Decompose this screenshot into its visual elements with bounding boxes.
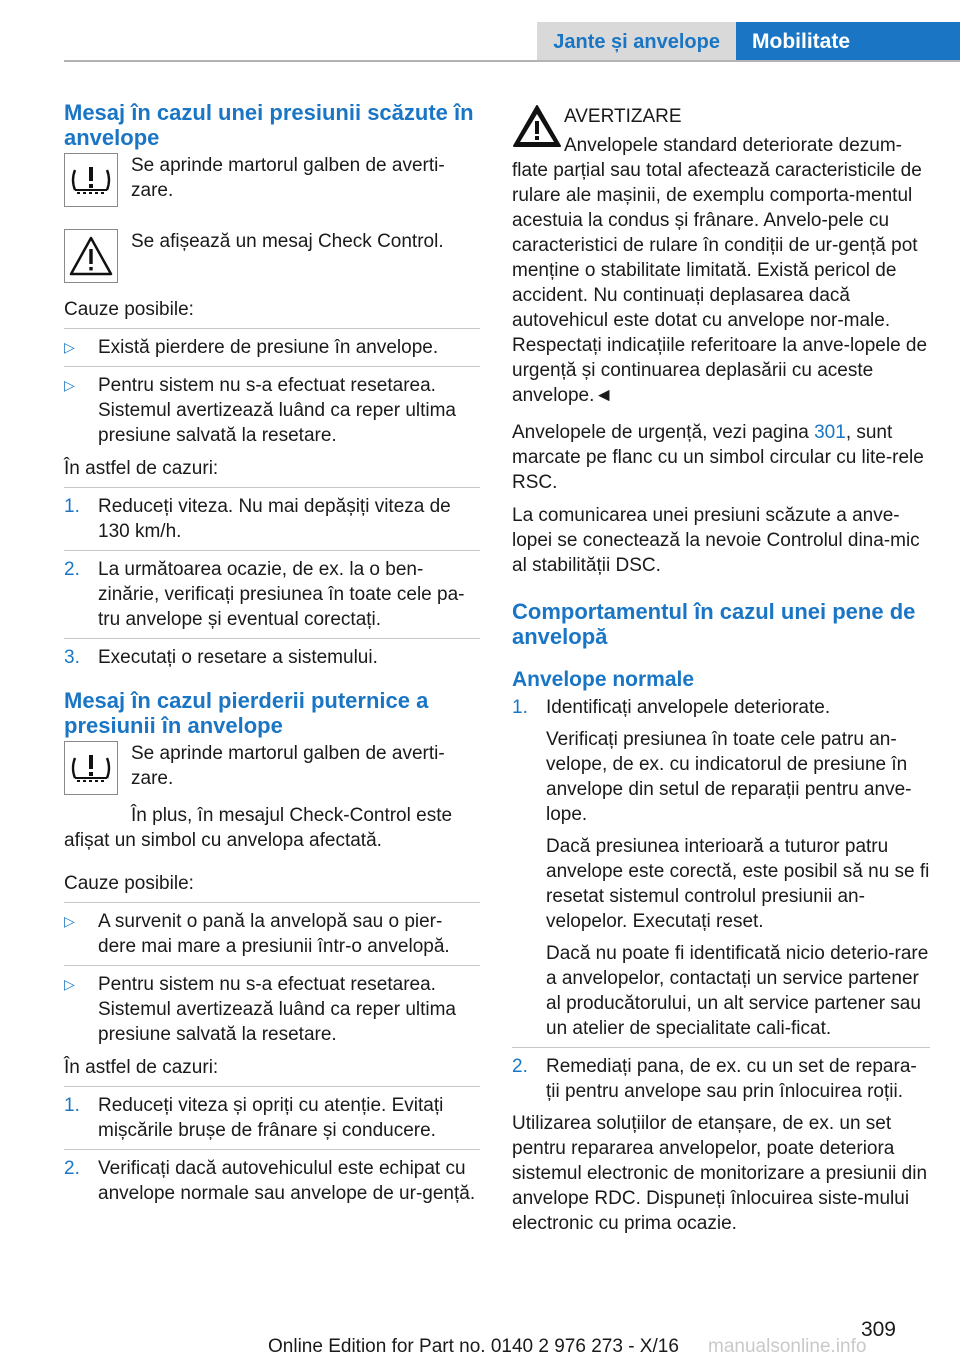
warning-triangle-icon: [512, 104, 568, 160]
header-rule: [64, 60, 960, 62]
divider: [64, 366, 480, 367]
tire-pressure-warning-row: [64, 153, 480, 209]
list-item: 3. Executați o resetare a sistemului.: [64, 647, 378, 668]
tire-pressure-warning-icon: [64, 153, 118, 207]
right-column: [512, 104, 930, 1236]
check-control-row: [64, 229, 480, 285]
causes-list-2: [64, 909, 480, 1047]
left-column: [64, 100, 480, 1206]
causes-label-2: Cauze posibile:: [64, 873, 194, 894]
paragraph-dsc: La comunicarea unei presiuni scăzute a anve‐lopei se conectează la nevoie Controlul dina‐mic al stabilității DSC.: [512, 505, 920, 576]
header-section-title: Jante și anvelope: [537, 22, 736, 62]
divider: [64, 902, 480, 903]
tire-pressure-warning-row-2: [64, 741, 480, 797]
icon3-description: Se aprinde martorul galben de averti‐zare.: [131, 743, 445, 789]
icon1-description: Se aprinde martorul galben de averti‐zare.: [131, 155, 445, 201]
warning-triangle-icon: [64, 229, 118, 283]
warning-block: [512, 104, 930, 408]
list-item: ▷ Pentru sistem nu s-a efectuat resetarea. Sistemul avertizează luând ca reper ultima presiune salvată la resetare.: [64, 974, 457, 1045]
in-case-label-2: În astfel de cazuri:: [64, 1057, 219, 1078]
section-heading-puncture: Comportamentul în cazul unei pene de anvelopă: [512, 599, 916, 649]
warning-title: AVERTIZARE: [564, 106, 682, 127]
step1-detail-1: Verificați presiunea în toate cele patru an‐velope, de ex. cu indicatorul de presiune în anvelope din setul de reparații pentru anve‐lope.: [546, 729, 912, 825]
list-item: 2. Verificați dacă autovehiculul este echipat cu anvelope normale sau anvelope de ur‐gență.: [64, 1158, 476, 1204]
bullet-triangle-icon: ▷: [64, 913, 75, 929]
causes-list-1: [64, 335, 480, 448]
bullet-triangle-icon: ▷: [64, 377, 75, 393]
page-link[interactable]: 301: [814, 422, 846, 443]
paragraph-rsc: Anvelopele de urgență, vezi pagina 301, sunt marcate pe flanc cu un simbol circular cu lite‐rele RSC.: [512, 422, 924, 493]
list-item: ▷ Pentru sistem nu s-a efectuat resetarea. Sistemul avertizează luând ca reper ultima presiune salvată la resetare.: [64, 375, 457, 446]
edition-text: Online Edition for Part no. 0140 2 976 273 - X/16: [268, 1336, 679, 1357]
warning-text: Anvelopele standard deteriorate dezum‐flate parțial sau total afectează caracteristicile de rulare ale mașinii, de exemplu comporta‐mentul acestuia la condus și frânare. Anvelo‐pele cu caracteristici de rulare în condiții de ur‐gență pot menține o stabilitate limitată. Există pericol de accident. Nu continuați deplasarea dacă autovehicul este dotat cu anvelope nor‐male. Respectați indicațiile referitoare la anve‐lopele de urgență și continuarea deplasării cu aceste anvelope.◄: [512, 135, 928, 406]
section-heading-low-pressure: Mesaj în cazul unei presiunii scăzute în anvelope: [64, 100, 474, 150]
step1-detail-3: Dacă nu poate fi identificată nicio deterio‐rare a anvelopelor, contactați un service partener al producătorului, un alt service partener sau un atelier de specialitate cali‐ficat.: [546, 943, 929, 1039]
tire-pressure-warning-icon: [64, 741, 118, 795]
list-item: ▷ Există pierdere de presiune în anvelope.: [64, 337, 439, 358]
divider: [64, 1149, 480, 1150]
list-item: 2. La următoarea ocazie, de ex. la o ben‐zinărie, verificați presiunea în toate cele pa‐tru anvelope și eventual corectați.: [64, 559, 465, 630]
divider: [64, 638, 480, 639]
step1-detail-2: Dacă presiunea interioară a tuturor patru anvelope este corectă, este posibil să nu se fi resetat sistemul controlul presiunii an‐velopelor. Executați reset.: [546, 836, 930, 932]
plus-text: În plus, în mesajul Check-Control este afișat un simbol cu anvelopa afectată.: [64, 805, 453, 851]
bullet-triangle-icon: ▷: [64, 976, 75, 992]
bullet-triangle-icon: ▷: [64, 339, 75, 355]
list-item: 2. Remediați pana, de ex. cu un set de repara‐ții pentru anvelope sau prin înlocuirea roții.: [512, 1056, 917, 1102]
causes-label: Cauze posibile:: [64, 299, 194, 320]
paragraph-rdc: Utilizarea soluțiilor de etanșare, de ex. un set pentru repararea anvelopelor, poate deteriora sistemul electronic de monitorizare a presiunii din anvelope RDC. Dispuneți înlocuirea siste‐mului electronic cu prima ocazie.: [512, 1113, 928, 1234]
list-item: 1. Reduceți viteza și opriți cu atenție. Evitați mișcările brușe de frânare și conducere.: [64, 1095, 444, 1141]
divider: [64, 328, 480, 329]
page-header: [0, 0, 960, 62]
list-item: ▷ A survenit o pană la anvelopă sau o pier‐dere mai mare a presiunii într-o anvelopă.: [64, 911, 450, 957]
watermark-text: manualsonline.info: [708, 1336, 867, 1357]
icon2-description: Se afișează un mesaj Check Control.: [131, 231, 444, 252]
divider: [64, 487, 480, 488]
in-case-label: În astfel de cazuri:: [64, 458, 219, 479]
divider: [512, 1047, 930, 1048]
page-number: 309: [860, 1318, 896, 1341]
section-heading-strong-loss: Mesaj în cazul pierderii puternice a presiunii în anvelope: [64, 688, 429, 738]
list-item: 1. Reduceți viteza. Nu mai depășiți viteza de 130 km/h.: [64, 496, 451, 542]
list-item: 1. Identificați anvelopele deteriorate. Verificați presiunea în toate cele patru an‐velope, de ex. cu indicatorul de presiune în anvelope din setul de reparații pentru anve‐lope. Dacă presiunea interioară a tuturor patru anvelope este corectă, este posibil să nu se fi resetat sistemul controlul presiunii an‐velopelor. Executați reset. Dacă nu poate fi identificată nicio deterio‐rare a anvelopelor, contactați un service partener al producătorului, un alt service partener sau un atelier de specialitate cali‐ficat.: [512, 697, 930, 1039]
steps-list-2: [64, 1093, 480, 1206]
header-chapter-title: Mobilitate: [736, 22, 960, 62]
steps-list-1: [64, 494, 480, 670]
divider: [64, 965, 480, 966]
puncture-steps: [512, 695, 930, 1104]
divider: [64, 1086, 480, 1087]
divider: [64, 550, 480, 551]
subheading-normal-tires: Anvelope normale: [512, 668, 695, 691]
